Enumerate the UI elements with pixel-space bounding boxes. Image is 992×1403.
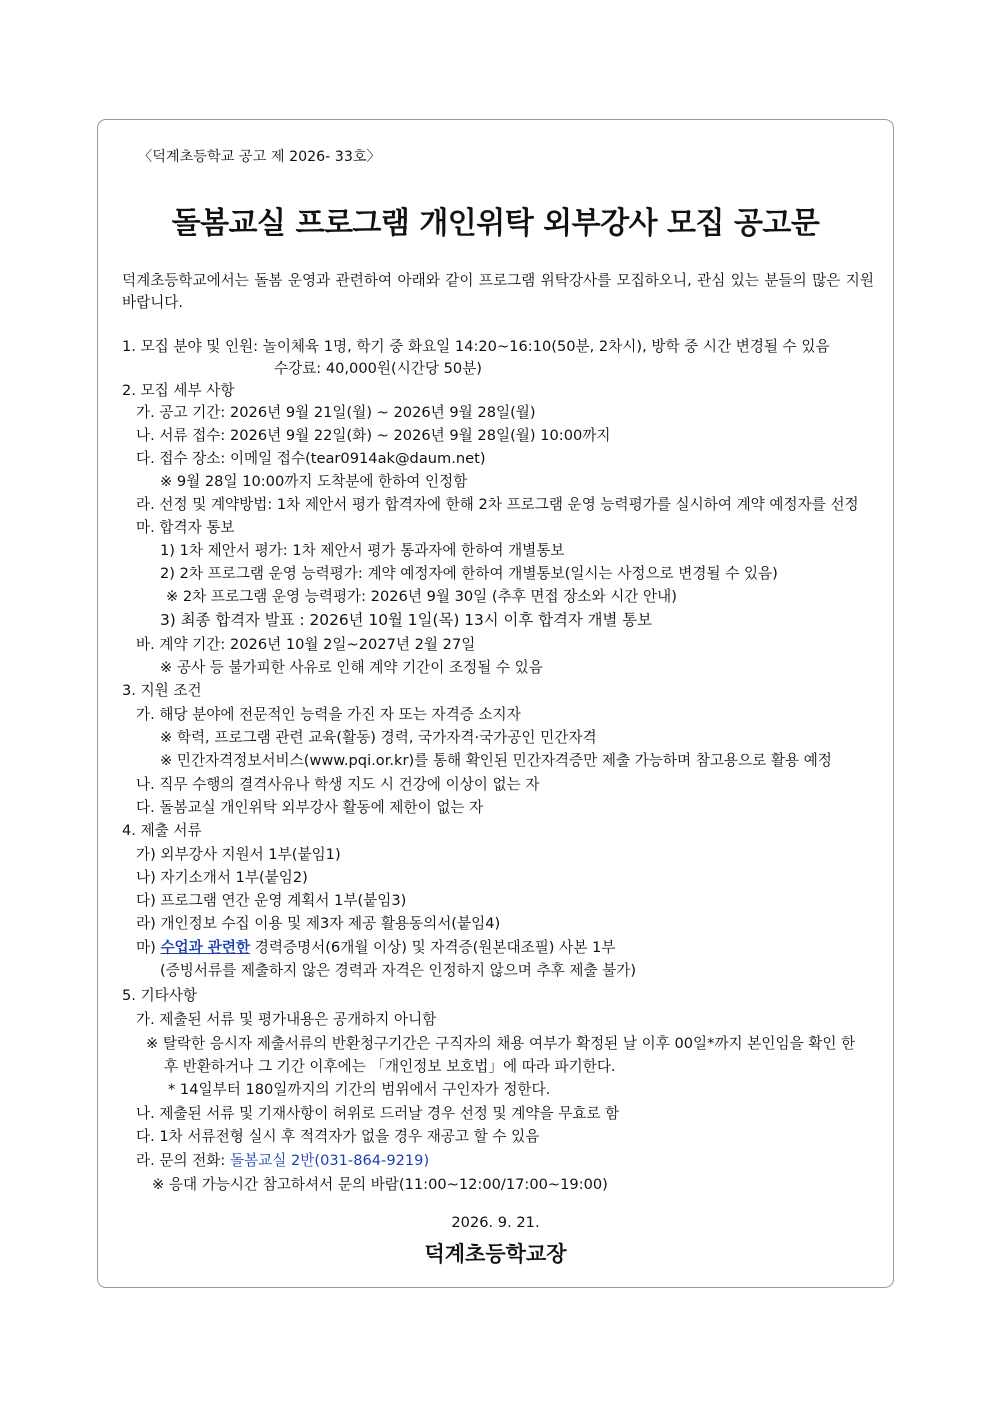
section-2-d: 라. 선정 및 계약방법: 1차 제안서 평가 합격자에 한해 2차 프로그램 운영 능력평가를 실시하여 계약 예정자를 선정 [136,496,859,513]
intro-paragraph: 덕계초등학교에서는 돌봄 운영과 관련하여 아래와 같이 프로그램 위탁강사를 모집하오니, 관심 있는 분들의 많은 지원 바랍니다. [122,272,874,311]
section-2-e-2: 2) 2차 프로그램 운영 능력평가: 계약 예정자에 한하여 개별통보(일시는 사정으로 변경될 수 있음) [160,565,778,582]
section-5-a-note-1: ※ 탈락한 응시자 제출서류의 반환청구기간은 구직자의 채용 여부가 확정된 날 이후 00일*까지 본인임을 확인 한 [146,1035,856,1052]
section-4-e-highlight: 수업과 관련한 [160,939,251,956]
section-4-e-rest: 경력증명서(6개월 이상) 및 자격증(원본대조필) 사본 1부 [250,939,616,956]
section-4-b: 나) 자기소개서 1부(붙임2) [136,869,308,886]
section-2-c: 다. 접수 장소: 이메일 접수(tear0914ak@daum.net) [136,450,486,467]
contact-phone: 돌봄교실 2반(031-864-9219) [229,1152,430,1169]
section-5-a-note-3: * 14일부터 180일까지의 기간의 범위에서 구인자가 정한다. [168,1081,551,1098]
notice-date: 2026. 9. 21. [451,1214,540,1231]
section-3-a-note-1: ※ 학력, 프로그램 관련 교육(활동) 경력, 국가자격·국가공인 민간자격 [160,729,597,746]
section-5-a-note-2: 후 반환하거나 그 기간 이후에는 「개인정보 보호법」에 따라 파기한다. [164,1058,616,1075]
section-2-c-note: ※ 9월 28일 10:00까지 도착분에 한하여 인정함 [160,473,468,490]
section-2-e: 마. 합격자 통보 [136,519,235,536]
notice-frame [97,119,894,1288]
section-2-a: 가. 공고 기간: 2026년 9월 21일(월) ~ 2026년 9월 28일(월) [136,404,536,421]
notice-number: 〈덕계초등학교 공고 제 2026- 33호〉 [138,149,381,165]
section-5-b: 나. 제출된 서류 및 기재사항이 허위로 드러날 경우 선정 및 계약을 무효로 함 [136,1105,620,1122]
section-5-c: 다. 1차 서류전형 실시 후 적격자가 없을 경우 재공고 할 수 있음 [136,1128,540,1145]
section-3: 3. 지원 조건 [122,682,202,699]
section-4-d: 라) 개인정보 수집 이용 및 제3자 제공 활용동의서(붙임4) [136,915,501,932]
section-2-e-2-note: ※ 2차 프로그램 운영 능력평가: 2026년 9월 30일 (추후 면접 장소와 시간 안내) [166,588,677,605]
section-5-a: 가. 제출된 서류 및 평가내용은 공개하지 아니함 [136,1011,437,1028]
section-3-a: 가. 해당 분야에 전문적인 능력을 가진 자 또는 자격증 소지자 [136,706,521,723]
section-4-e-prefix: 마) [136,939,161,956]
section-4-e [136,938,615,958]
section-4-a: 가) 외부강사 지원서 1부(붙임1) [136,846,341,863]
section-4-c: 다) 프로그램 연간 운영 계획서 1부(붙임3) [136,892,407,909]
section-2: 2. 모집 세부 사항 [122,382,235,399]
section-2-b: 나. 서류 접수: 2026년 9월 22일(화) ~ 2026년 9월 28일(월) 10:00까지 [136,427,611,444]
section-2-f: 바. 계약 기간: 2026년 10월 2일~2027년 2월 27일 [136,636,476,653]
section-2-f-note: ※ 공사 등 불가피한 사유로 인해 계약 기간이 조정될 수 있음 [160,659,543,676]
section-5-d-prefix: 라. 문의 전화: [136,1152,230,1169]
section-3-b: 나. 직무 수행의 결격사유나 학생 지도 시 건강에 이상이 없는 자 [136,776,540,793]
section-4-e-note: (증빙서류를 제출하지 않은 경력과 자격은 인정하지 않으며 추후 제출 불가) [160,962,637,979]
section-5-d [136,1151,429,1171]
page-title: 돌봄교실 프로그램 개인위탁 외부강사 모집 공고문 [171,206,820,241]
section-1: 1. 모집 분야 및 인원: 놀이체육 1명, 학기 중 화요일 14:20~16:10(50분, 2차시), 방학 중 시간 변경될 수 있음 [122,338,830,355]
signature: 덕계초등학교장 [424,1242,567,1266]
section-3-a-note-2: ※ 민간자격정보서비스(www.pqi.or.kr)를 통해 확인된 민간자격증만 제출 가능하며 참고용으로 활용 예정 [160,752,832,769]
section-5: 5. 기타사항 [122,987,197,1004]
section-2-e-1: 1) 1차 제안서 평가: 1차 제안서 평가 통과자에 한하여 개별통보 [160,542,565,559]
section-1-fee: 수강료: 40,000원(시간당 50분) [274,360,482,377]
section-2-e-3: 3) 최종 합격자 발표 : 2026년 10월 1일(목) 13시 이후 합격자 개별 통보 [160,611,653,629]
section-3-c: 다. 돌봄교실 개인위탁 외부강사 활동에 제한이 없는 자 [136,799,484,816]
section-4: 4. 제출 서류 [122,822,202,839]
section-5-d-note: ※ 응대 가능시간 참고하셔서 문의 바람(11:00~12:00/17:00~19:00) [152,1176,608,1193]
